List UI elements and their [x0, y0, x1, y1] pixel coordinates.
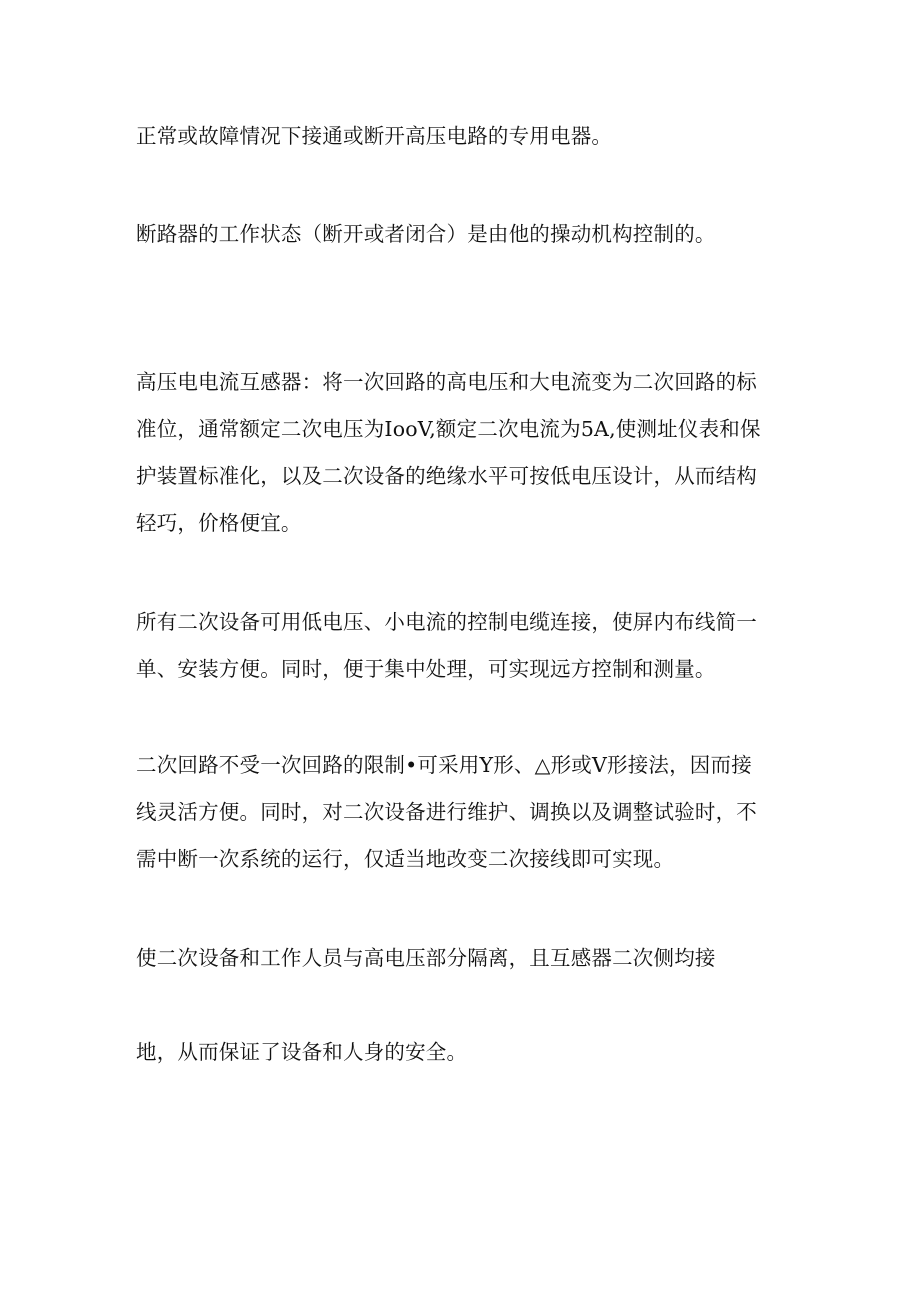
- text-line: 需中断一次系统的运行，仅适当地改变二次接线即可实现。: [136, 847, 675, 871]
- text-line: 护装置标准化，以及二次设备的绝缘水平可按低电压设计，从而结构: [136, 464, 757, 488]
- text-line: 高压电电流互感器：将一次回路的高电压和大电流变为二次回路的标: [136, 370, 757, 394]
- paragraph-current-transformer: [136, 359, 788, 547]
- text-line: 单、安装方便。同时，便于集中处理，可实现远方控制和测量。: [136, 657, 716, 681]
- text-line: 使二次设备和工作人员与高电压部分隔离，且互感器二次侧均接: [136, 946, 716, 970]
- text-line: 地，从而保证了设备和人身的安全。: [136, 1040, 468, 1064]
- text-line: 所有二次设备可用低电压、小电流的控制电缆连接，使屏内布线简一: [136, 610, 757, 634]
- text-line: 准位，通常额定二次电压为IooV,额定二次电流为5A,使测址仪表和保: [136, 417, 761, 441]
- text-line: 断路器的工作状态（断开或者闭合）是由他的操动机构控制的。: [136, 222, 716, 246]
- paragraph-grounding-safety: [136, 1029, 788, 1076]
- text-line: 线灵活方便。同时，对二次设备进行维护、调换以及调整试验时，不: [136, 800, 757, 824]
- text-line: 二次回路不受一次回路的限制•可采用Y形、△形或V形接法，因而接: [136, 753, 752, 777]
- paragraph-circuit-breaker-definition: [136, 113, 788, 160]
- paragraph-control-cable: [136, 599, 788, 693]
- text-line: 轻巧，价格便宜。: [136, 511, 302, 535]
- paragraph-isolation: [136, 935, 788, 982]
- paragraph-breaker-operating-state: [136, 211, 788, 258]
- paragraph-secondary-circuit-wiring: [136, 742, 788, 883]
- text-line: 正常或故障情况下接通或断开高压电路的专用电器。: [136, 124, 613, 148]
